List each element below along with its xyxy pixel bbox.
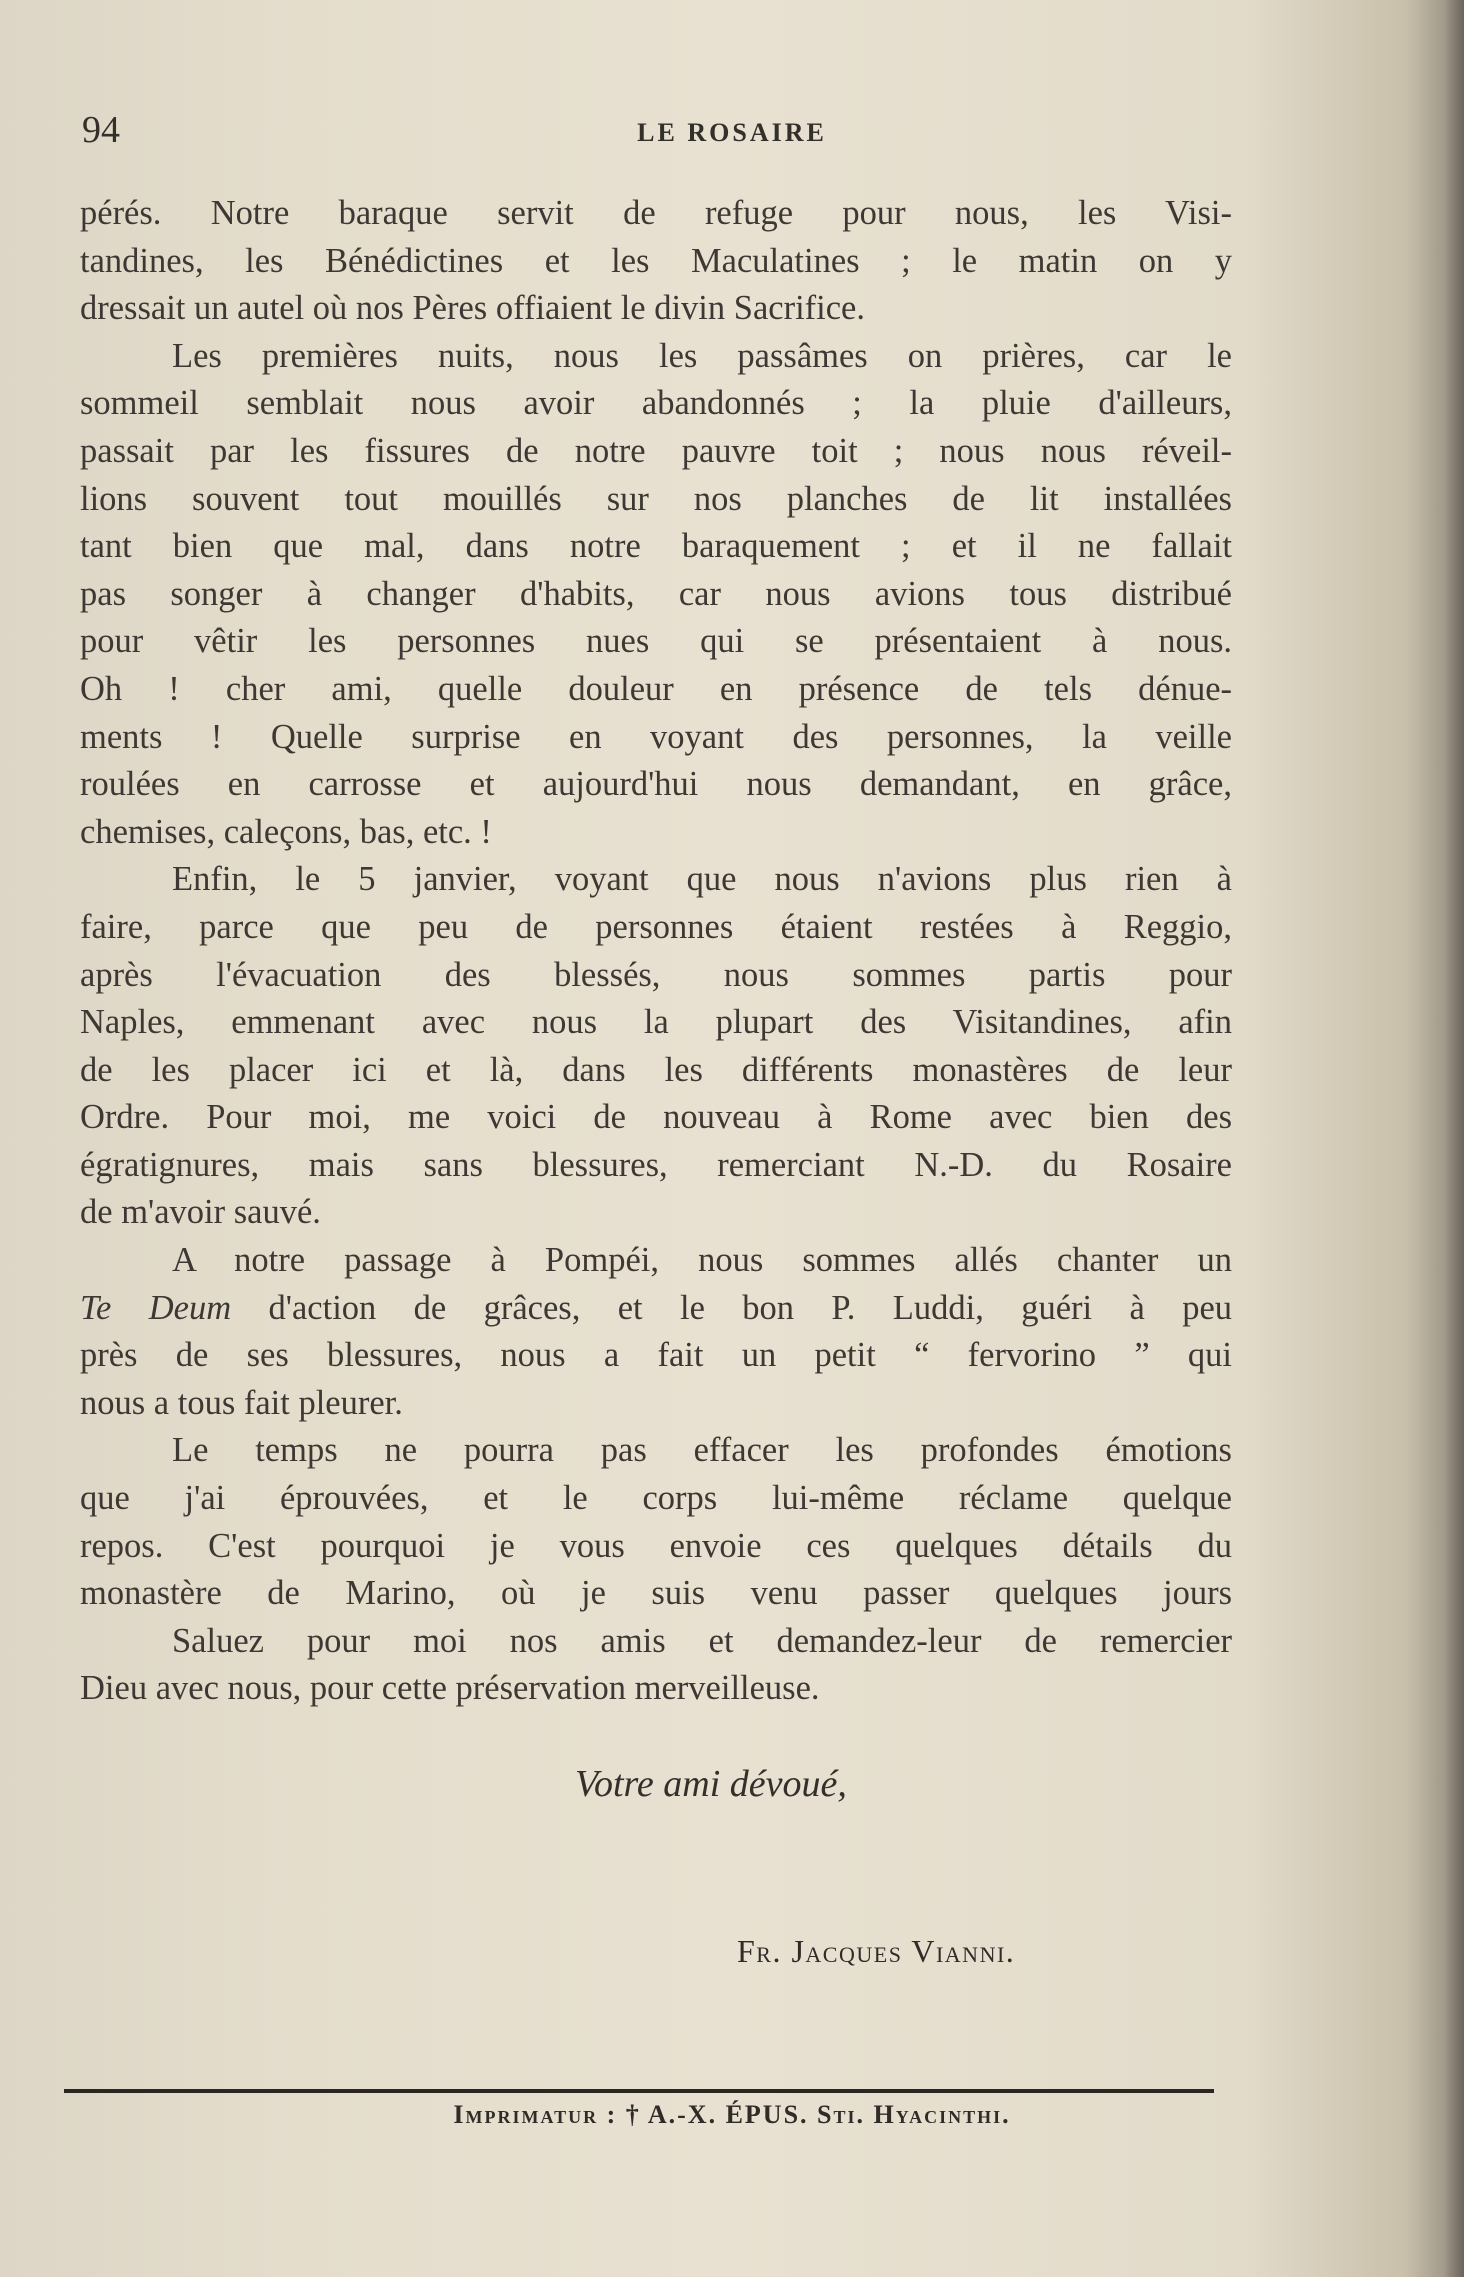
text-line: repos. C'est pourquoi je vous envoie ces quelques détails du xyxy=(80,1526,1232,1565)
text-line: roulées en carrosse et aujourd'hui nous demandant, en grâce, xyxy=(80,765,1232,804)
signature: Fr. Jacques Vianni. xyxy=(737,1933,1016,1969)
text-line: pérés. Notre baraque servit de refuge pour nous, les Visi- xyxy=(80,194,1232,232)
text-line: A notre passage à Pompéi, nous sommes allés chanter un xyxy=(172,1241,1232,1280)
text-line: après l'évacuation des blessés, nous sommes partis pour xyxy=(80,955,1232,994)
text-line: lions souvent tout mouillés sur nos planches de lit installées xyxy=(80,479,1232,518)
text-line: Saluez pour moi nos amis et demandez-leur de remercier xyxy=(172,1621,1232,1660)
text-line: nous a tous fait pleurer. xyxy=(80,1383,403,1422)
imprimatur-line: Imprimatur : † A.-X. ÉPUS. Sti. Hyacinthi. xyxy=(453,2100,1011,2129)
page-number: 94 xyxy=(82,109,120,151)
text-line: chemises, caleçons, bas, etc. ! xyxy=(80,812,492,851)
text-line-rest: d'action de grâces, et le bon P. Luddi, guéri à peu xyxy=(268,1288,1233,1327)
text-line: sommeil semblait nous avoir abandonnés ; la pluie d'ailleurs, xyxy=(80,384,1232,423)
letter-body xyxy=(80,190,1232,1713)
footer-divider xyxy=(64,2089,1214,2093)
text-line: égratignures, mais sans blessures, remerciant N.-D. du Rosaire xyxy=(80,1145,1232,1184)
running-head: LE ROSAIRE xyxy=(637,118,827,147)
text-line: Enfin, le 5 janvier, voyant que nous n'avions plus rien à xyxy=(172,860,1232,899)
text-line: Dieu avec nous, pour cette préservation merveilleuse. xyxy=(80,1669,820,1708)
text-line: tant bien que mal, dans notre baraquement ; et il ne fallait xyxy=(80,527,1232,566)
text-line: faire, parce que peu de personnes étaient restées à Reggio, xyxy=(80,907,1232,946)
italic-phrase: Te Deum xyxy=(80,1288,232,1327)
text-line: Naples, emmenant avec nous la plupart des Visitandines, afin xyxy=(80,1003,1232,1042)
text-line-with-italic xyxy=(80,1285,1232,1333)
text-line: dressait un autel où nos Pères offiaient le divin Sacrifice. xyxy=(80,289,865,328)
text-line: Le temps ne pourra pas effacer les profondes émotions xyxy=(172,1431,1232,1470)
text-line: de les placer ici et là, dans les différents monastères de leur xyxy=(80,1050,1232,1089)
text-line: Oh ! cher ami, quelle douleur en présence de tels dénue- xyxy=(80,669,1232,708)
text-line: Les premières nuits, nous les passâmes on prières, car le xyxy=(172,336,1232,375)
text-line: que j'ai éprouvées, et le corps lui-même réclame quelque xyxy=(80,1479,1232,1518)
page-edge-shadow xyxy=(1444,0,1464,2277)
text-line: Ordre. Pour moi, me voici de nouveau à Rome avec bien des xyxy=(80,1098,1232,1137)
text-line: pour vêtir les personnes nues qui se présentaient à nous. xyxy=(80,622,1232,661)
text-line: tandines, les Bénédictines et les Maculatines ; le matin on y xyxy=(80,241,1232,280)
text-line: ments ! Quelle surprise en voyant des personnes, la veille xyxy=(80,717,1232,756)
text-line: monastère de Marino, où je suis venu passer quelques jours xyxy=(80,1574,1232,1613)
text-line: pas songer à changer d'habits, car nous avions tous distribué xyxy=(80,574,1232,613)
closing-salutation: Votre ami dévoué, xyxy=(575,1763,847,1805)
text-line: passait par les fissures de notre pauvre toit ; nous nous réveil- xyxy=(80,431,1232,470)
text-line: près de ses blessures, nous a fait un petit “ fervorino ” qui xyxy=(80,1336,1232,1375)
text-line: de m'avoir sauvé. xyxy=(80,1193,321,1232)
